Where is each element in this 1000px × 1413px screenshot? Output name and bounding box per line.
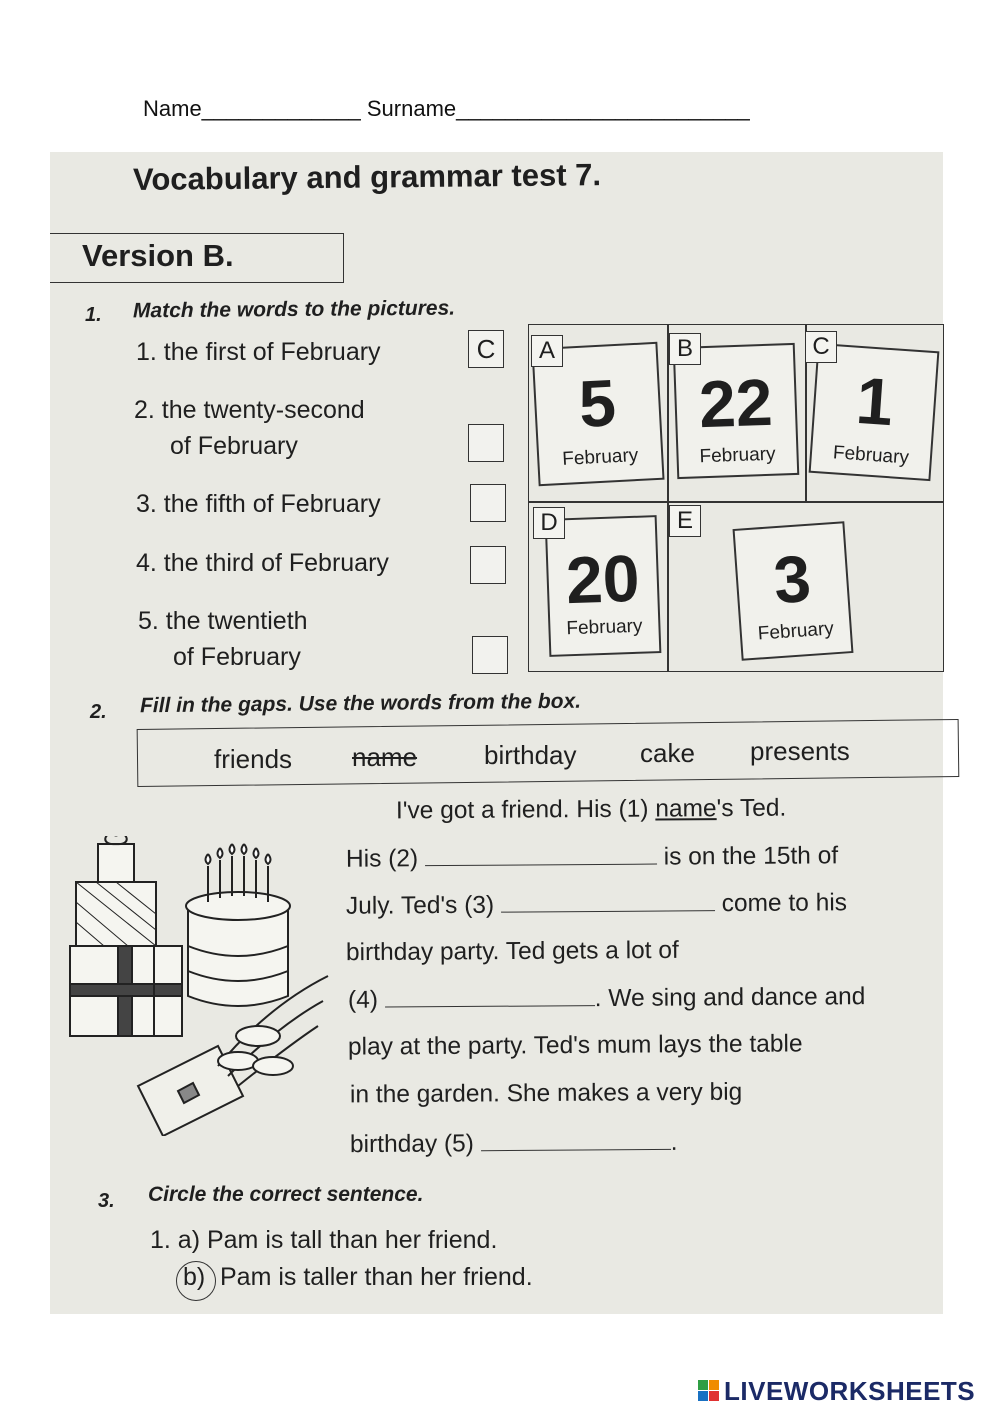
story-line-7: in the garden. She makes a very big (349, 1078, 743, 1109)
card-e-day: 3 (771, 540, 814, 618)
word-birthday: birthday (484, 740, 577, 770)
card-b-label: B (669, 333, 701, 365)
answer-box-2[interactable] (468, 424, 504, 462)
q1-item-2: 2. the twenty-second (134, 396, 365, 424)
q1-item-2-cont: of February (170, 432, 298, 460)
story-line-2: His (2) is on the 15th of (345, 842, 839, 873)
card-e-month: February (757, 618, 835, 645)
q1-number: 1. (85, 304, 102, 326)
gap-2[interactable] (425, 864, 657, 867)
story-line-6: play at the party. Ted's mum lays the table (347, 1030, 803, 1061)
q1-instruction: Match the words to the pictures. (132, 296, 456, 323)
q3-instruction: Circle the correct sentence. (148, 1183, 424, 1206)
liveworksheets-brand: LIVEWORKSHEETS (724, 1376, 976, 1406)
answer-box-4[interactable] (470, 546, 506, 584)
gap-3[interactable] (501, 910, 715, 912)
calendar-grid (528, 324, 944, 672)
q1-item-4: 4. the third of February (136, 549, 389, 577)
q2-instruction: Fill in the gaps. Use the words from the box. (139, 689, 582, 718)
q3-option-a[interactable]: 1. a) Pam is tall than her friend. (150, 1226, 498, 1254)
story-line-3: July. Ted's (3) come to his (345, 889, 848, 920)
test-title: Vocabulary and grammar test 7. (132, 157, 602, 197)
q1-item-5-cont: of February (173, 643, 301, 671)
card-a-label: A (531, 335, 563, 367)
story-line-1: I've got a friend. His (1) name's Ted. (395, 794, 787, 825)
word-name-crossed: name (352, 742, 418, 772)
gap-5[interactable] (481, 1149, 671, 1151)
word-friends: friends (214, 744, 293, 774)
q3-number: 3. (98, 1190, 115, 1212)
q1-item-1: 1. the first of February (136, 338, 381, 366)
card-c-month: February (832, 442, 910, 469)
card-a-day: 5 (577, 365, 618, 441)
answer-box-5[interactable] (472, 636, 508, 674)
card-d-day: 20 (564, 540, 641, 618)
story-line-8: birthday (5) . (349, 1128, 678, 1159)
version-label: Version B. (82, 238, 234, 273)
card-c-day: 1 (853, 362, 896, 440)
answer-1-example: name (655, 795, 717, 823)
story-line-4: birthday party. Ted gets a lot of (345, 936, 679, 967)
card-e-label: E (669, 505, 701, 537)
q1-item-3: 3. the fifth of February (136, 490, 381, 518)
q1-item-5: 5. the twentieth (138, 607, 308, 635)
q3-option-b[interactable]: Pam is taller than her friend. (220, 1263, 533, 1291)
card-b-month: February (699, 443, 776, 468)
card-a-month: February (561, 444, 639, 470)
q3-option-b-letter[interactable]: b) (183, 1263, 206, 1291)
answer-box-3[interactable] (470, 484, 506, 522)
card-c-label: C (805, 331, 837, 363)
birthday-illustration (68, 836, 338, 1136)
word-presents: presents (750, 736, 850, 766)
q2-number: 2. (90, 701, 107, 723)
liveworksheets-logo-icon (698, 1380, 720, 1402)
card-d-label: D (533, 507, 565, 539)
story-line-5: (4) . We sing and dance and (347, 983, 866, 1014)
name-surname-line[interactable]: Name_____________ Surname________________________ (143, 96, 750, 121)
gap-4[interactable] (385, 1005, 595, 1007)
word-cake: cake (640, 738, 695, 768)
calendar-card-e (733, 521, 854, 660)
card-d-month: February (566, 615, 643, 640)
calendar-card-c (809, 343, 940, 481)
card-b-day: 22 (697, 364, 774, 442)
answer-box-1[interactable]: C (468, 330, 504, 368)
